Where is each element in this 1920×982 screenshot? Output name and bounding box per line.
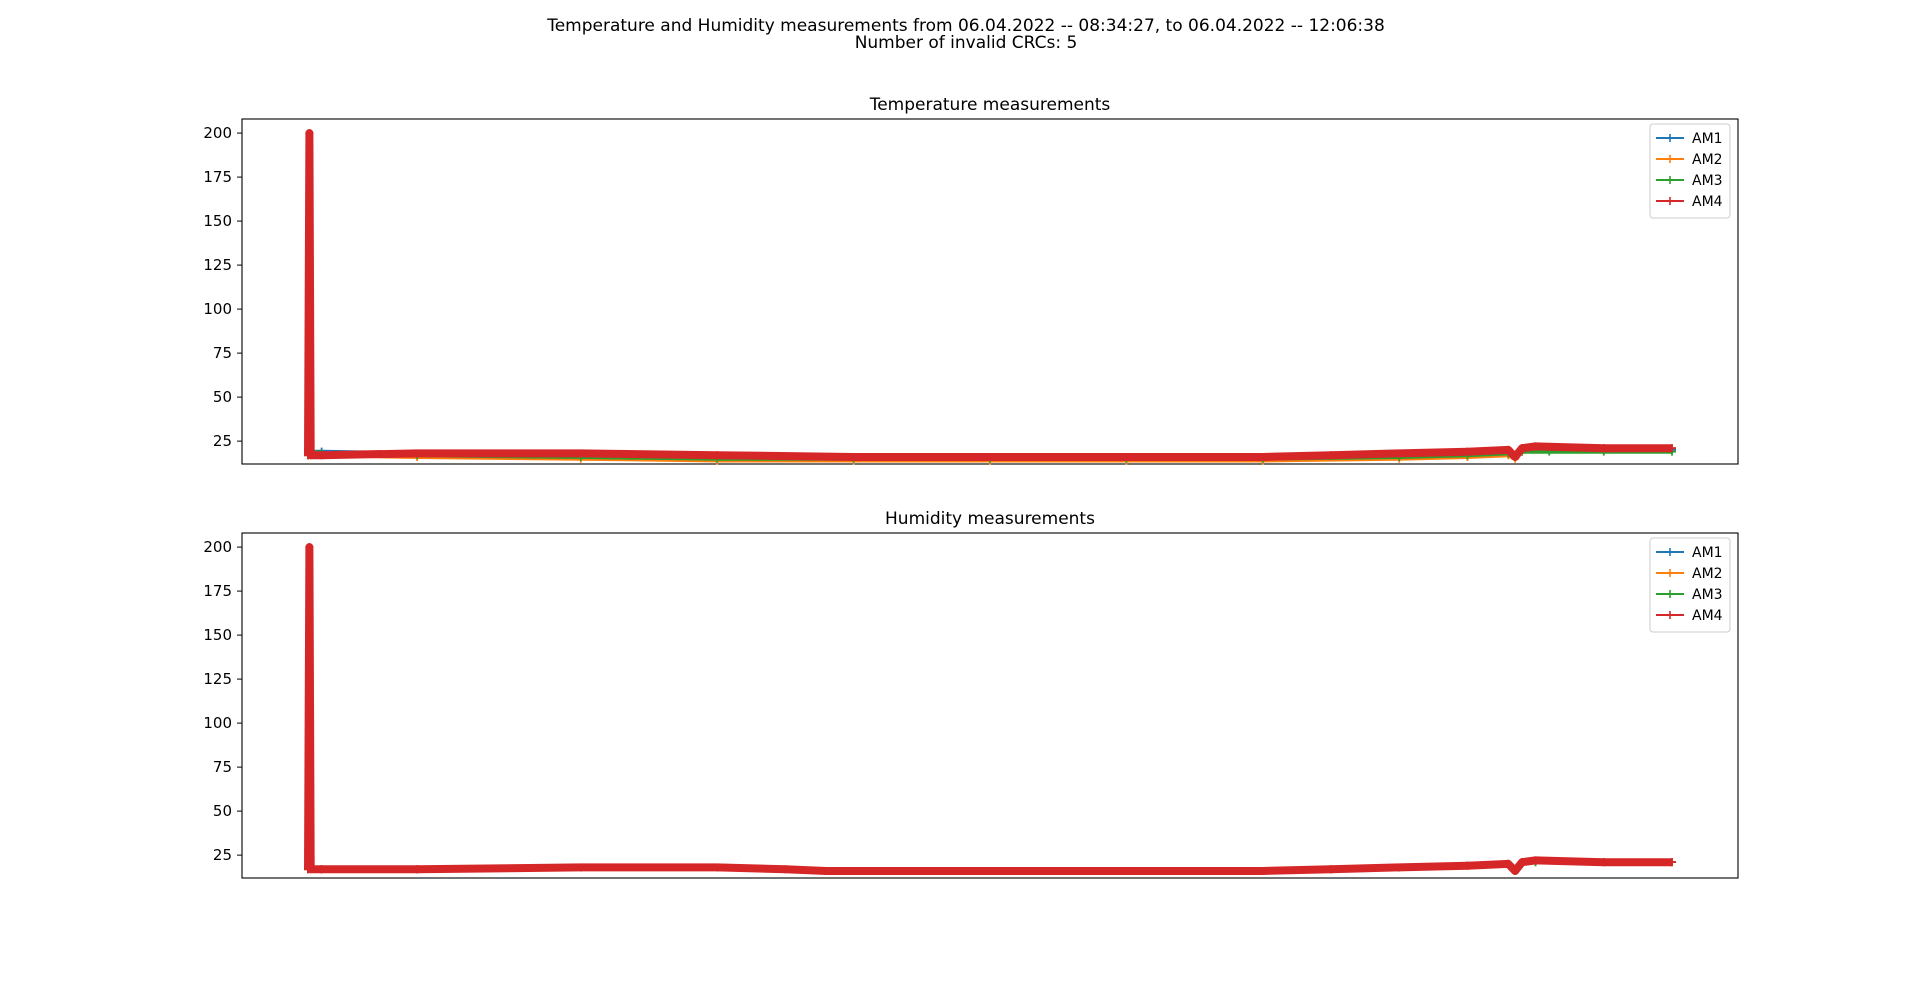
temperature-ytick-label: 125 <box>203 256 232 275</box>
temperature-legend-label-am4: AM4 <box>1692 194 1723 210</box>
temperature-legend-label-am3: AM3 <box>1692 173 1723 189</box>
temperature-ytick-label: 50 <box>212 388 232 407</box>
humidity-legend-label-am4: AM4 <box>1692 608 1723 624</box>
temperature-axes-frame <box>242 119 1738 464</box>
humidity-chart <box>203 509 1738 878</box>
humidity-series-am4-core <box>308 547 1672 871</box>
temperature-ytick-label: 150 <box>203 212 232 231</box>
temperature-ytick-label: 75 <box>212 344 232 363</box>
humidity-legend-label-am3: AM3 <box>1692 587 1723 603</box>
humidity-ytick-label: 150 <box>203 626 232 645</box>
temperature-ytick-label: 200 <box>203 124 232 143</box>
figure-suptitle-line1: Temperature and Humidity measurements from 06.04.2022 -- 08:34:27, to 06.04.2022 -- 12:06:38 <box>547 16 1385 36</box>
temperature-series-am4-core <box>308 133 1672 457</box>
humidity-ytick-label: 125 <box>203 670 232 689</box>
temperature-chart <box>203 95 1738 464</box>
humidity-series-am4 <box>308 547 1672 871</box>
humidity-ytick-label: 50 <box>212 802 232 821</box>
humidity-legend <box>1650 538 1730 632</box>
humidity-ytick-label: 25 <box>212 846 232 865</box>
humidity-ytick-label: 75 <box>212 758 232 777</box>
figure-suptitle-line2: Number of invalid CRCs: 5 <box>854 33 1078 53</box>
temperature-ytick-label: 175 <box>203 168 232 187</box>
temperature-legend-label-am2: AM2 <box>1692 152 1723 168</box>
humidity-ytick-label: 175 <box>203 582 232 601</box>
humidity-legend-label-am2: AM2 <box>1692 566 1723 582</box>
humidity-legend-label-am1: AM1 <box>1692 545 1723 561</box>
temperature-ytick-label: 25 <box>212 432 232 451</box>
temperature-series-am4 <box>308 133 1672 457</box>
humidity-ytick-label: 200 <box>203 538 232 557</box>
temperature-legend <box>1650 124 1730 218</box>
temperature-chart-title: Temperature measurements <box>869 95 1111 115</box>
humidity-ytick-label: 100 <box>203 714 232 733</box>
temperature-legend-label-am1: AM1 <box>1692 131 1723 147</box>
humidity-axes-frame <box>242 533 1738 878</box>
humidity-chart-title: Humidity measurements <box>885 509 1095 529</box>
temperature-ytick-label: 100 <box>203 300 232 319</box>
